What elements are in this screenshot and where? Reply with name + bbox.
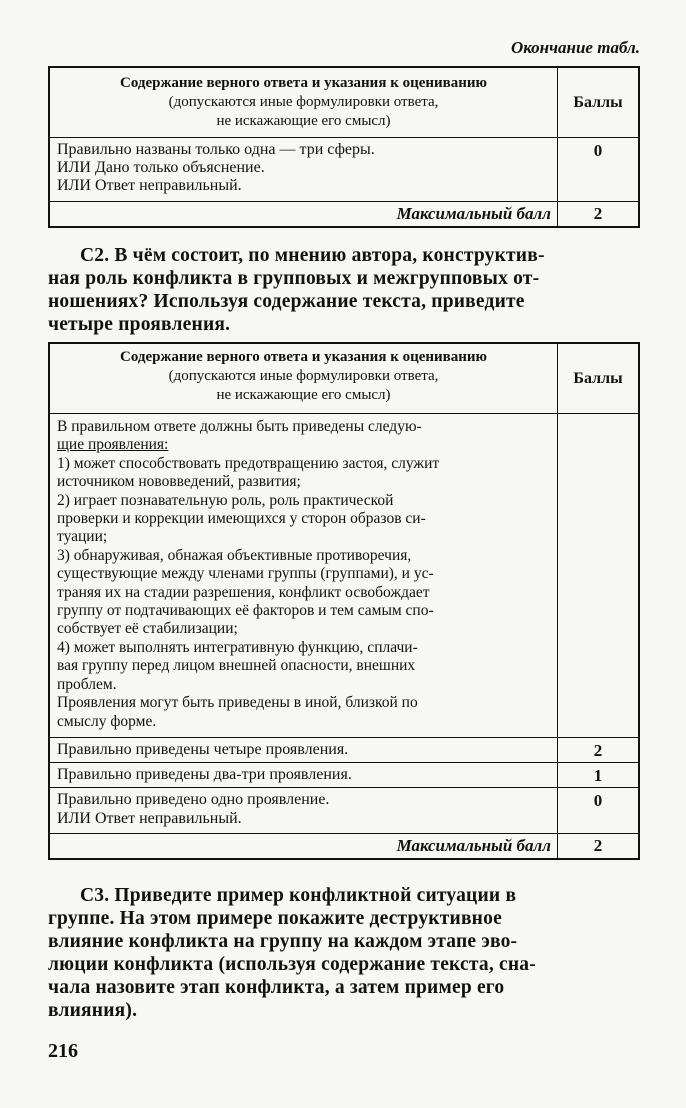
- criterion-line: Правильно названы только одна — три сферы.: [57, 141, 375, 158]
- question-line: влияния).: [48, 1000, 138, 1021]
- criterion-line: Правильно приведены два-три проявления.: [57, 766, 352, 784]
- points-cell-empty: [558, 414, 640, 738]
- header-line: не искажающие его смысл): [216, 113, 391, 129]
- answer-line: собствует её стабилизации;: [57, 620, 238, 638]
- criterion-cell: [49, 763, 558, 788]
- question-c3: [48, 884, 640, 1022]
- question-line: [48, 884, 640, 907]
- points-cell: 0: [558, 138, 640, 202]
- header-line: (допускаются иные формулировки ответа,: [168, 368, 439, 384]
- criterion-line: ИЛИ Ответ неправильный.: [57, 177, 242, 195]
- answer-line: 2) играет познавательную роль, роль практической: [57, 491, 394, 509]
- answer-line: существующие между членами группы (группами), и ус-: [57, 565, 434, 583]
- answer-line: 3) обнаруживая, обнажая объективные противоречия,: [57, 546, 412, 564]
- question-text: В чём состоит, по мнению автора, конструктив-: [114, 245, 545, 266]
- question-number: С2.: [80, 245, 110, 266]
- header-line: Содержание верного ответа и указания к оцениванию: [119, 75, 488, 91]
- max-score-label: Максимальный балл: [49, 202, 558, 228]
- max-score-label: Максимальный балл: [49, 834, 558, 860]
- criterion-cell: [49, 788, 558, 834]
- table-header-content: [49, 67, 558, 138]
- question-line: люции конфликта (используя содержание текста, сна-: [48, 954, 536, 975]
- question-text: Приведите пример конфликтной ситуации в: [114, 885, 517, 906]
- criterion-line: ИЛИ Дано только объяснение.: [57, 159, 265, 177]
- question-line: чала назовите этап конфликта, а затем пример его: [48, 977, 505, 998]
- points-cell: 2: [558, 737, 640, 762]
- answer-line: проверки и коррекции имеющихся у сторон образов си-: [57, 510, 426, 528]
- continuation-label: Окончание табл.: [510, 38, 640, 57]
- table-header-points: Баллы: [558, 67, 640, 138]
- answer-content-cell: [49, 414, 558, 738]
- criterion-cell: [49, 138, 558, 202]
- answer-line: смыслу форме.: [57, 712, 157, 730]
- question-c2: [48, 244, 640, 336]
- answer-line: источником нововведений, развития;: [57, 473, 301, 491]
- max-score-value: 2: [558, 202, 640, 228]
- max-score-value: 2: [558, 834, 640, 860]
- criterion-line: ИЛИ Ответ неправильный.: [57, 809, 242, 827]
- question-line: ношениях? Используя содержание текста, приведите: [48, 291, 525, 312]
- answer-line: туации;: [57, 528, 108, 546]
- answer-line: щие проявления:: [57, 436, 169, 454]
- answer-line: вая группу перед лицом внешней опасности, внешних: [57, 657, 416, 675]
- header-line: (допускаются иные формулировки ответа,: [168, 94, 439, 110]
- criterion-line: Правильно приведено одно проявление.: [57, 791, 330, 809]
- table-header-points: Баллы: [558, 343, 640, 414]
- points-cell: 1: [558, 763, 640, 788]
- points-cell: 0: [558, 788, 640, 834]
- table-header-content: [49, 343, 558, 414]
- answer-line: 1) может способствовать предотвращению застоя, служит: [57, 454, 440, 472]
- scoring-table-c2: [48, 342, 640, 860]
- question-number: С3.: [80, 885, 110, 906]
- question-line: [48, 244, 640, 267]
- question-line: ная роль конфликта в групповых и межгрупповых от-: [48, 268, 540, 289]
- header-line: Содержание верного ответа и указания к оцениванию: [119, 349, 488, 365]
- question-line: группе. На этом примере покажите деструктивное: [48, 908, 502, 929]
- criterion-cell: [49, 737, 558, 762]
- answer-line: 4) может выполнять интегративную функцию, сплачи-: [57, 638, 418, 656]
- header-line: не искажающие его смысл): [216, 387, 391, 403]
- criterion-line: Правильно приведены четыре проявления.: [57, 740, 349, 758]
- question-line: влияние конфликта на группу на каждом этапе эво-: [48, 931, 518, 952]
- answer-line: В правильном ответе должны быть приведены следую-: [57, 418, 422, 435]
- answer-line: Проявления могут быть приведены в иной, близкой по: [57, 694, 418, 712]
- scoring-table-c1-end: [48, 66, 640, 228]
- question-line: четыре проявления.: [48, 314, 231, 335]
- page-number: 216: [48, 1040, 78, 1062]
- answer-line: группу от подтачивающих её факторов и тем самым спо-: [57, 602, 434, 620]
- answer-line: траняя их на стадии разрешения, конфликт освобождает: [57, 583, 430, 601]
- answer-line: проблем.: [57, 675, 117, 693]
